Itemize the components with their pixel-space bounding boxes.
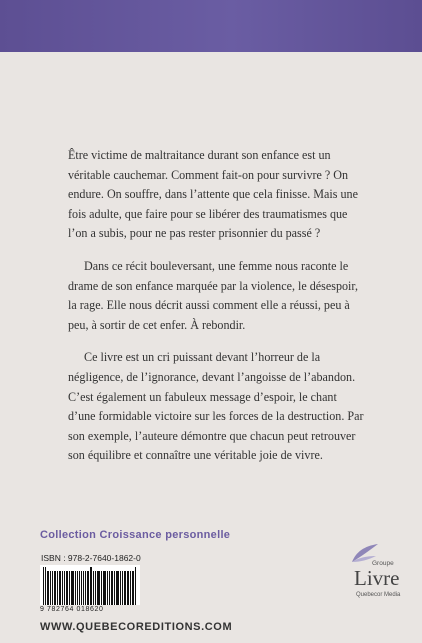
logo-media-text: Quebecor Media	[356, 592, 401, 598]
barcode-bar	[95, 571, 96, 605]
barcode-bar	[130, 571, 131, 605]
barcode-bar	[90, 567, 92, 605]
barcode-bar	[81, 571, 82, 605]
barcode-bar	[57, 571, 58, 605]
barcode-bar	[93, 571, 94, 605]
barcode-bar	[47, 571, 49, 605]
barcode-bar	[66, 571, 68, 605]
barcode-bar	[114, 571, 115, 605]
blurb-paragraph-3: Ce livre est un cri puissant devant l’horreur de la négligence, de l’ignorance, devant l’angoisse de l’abandon. C’est également un fabuleux message d’espoir, le chant d’une formidable victoire sur les forces de la destruction. Par son exemple, l’auteure démontre que chacun peut retrouver son équilibre et connaître une véritable joie de vivre.	[68, 350, 364, 463]
barcode-bar	[83, 571, 84, 605]
barcode-bar	[111, 571, 113, 605]
barcode-bar	[120, 571, 121, 605]
barcode-bar	[79, 571, 81, 605]
barcode-bar	[87, 571, 89, 605]
blurb-paragraph-2: Dans ce récit bouleversant, une femme nous raconte le drame de son enfance marquée par la violence, le désespoir, la rage. Elle nous décrit aussi comment elle a réussi, peu à peu, à sortir de cet enfer. À rebondir.	[68, 258, 358, 332]
barcode-bar	[71, 571, 74, 605]
barcode-digits: 9 782764 018620	[40, 606, 104, 613]
logo-groupe-text: Groupe	[372, 560, 394, 567]
publisher-website: WWW.QUEBECOREDITIONS.COM	[40, 621, 233, 633]
barcode-bar	[127, 571, 128, 605]
isbn-label: ISBN : 978-2-7640-1862-0	[41, 553, 141, 563]
collection-name: Collection Croissance personnelle	[40, 529, 231, 541]
barcode-bar	[85, 571, 86, 605]
barcode-image	[40, 565, 140, 605]
barcode-bar	[116, 571, 119, 605]
barcode-bar	[124, 571, 126, 605]
barcode-bar	[50, 571, 51, 605]
barcode-bar	[107, 571, 108, 605]
barcode-bar	[97, 571, 100, 605]
barcode-bar	[69, 571, 70, 605]
barcode-bar	[103, 571, 104, 605]
barcode-bar	[59, 571, 61, 605]
barcode-bar	[77, 571, 78, 605]
barcode-bar	[54, 571, 57, 605]
barcode-bar	[135, 567, 136, 605]
barcode-bar	[104, 571, 106, 605]
barcode-bar	[75, 571, 76, 605]
barcode-bar	[101, 571, 102, 605]
blurb-paragraph-1: Être victime de maltraitance durant son enfance est un véritable cauchemar. Comment fait-on pour survivre ? On endure. On souffre, dans l’attente que cela finisse. Mais une fois adulte, que faire pour se libérer des traumatismes que l’on a subis, pour ne pas rester prisonnier du passé ?	[68, 148, 358, 241]
barcode-bar	[62, 571, 63, 605]
barcode-bar	[132, 571, 134, 605]
barcode-bar	[109, 571, 110, 605]
barcode-bar	[122, 571, 123, 605]
barcode-bar	[128, 571, 129, 605]
logo-livre-text: Livre	[354, 566, 400, 590]
barcode-bar	[52, 571, 53, 605]
back-cover-blurb	[68, 146, 364, 479]
purple-header-band	[0, 0, 422, 52]
barcode-bar	[43, 567, 44, 605]
publisher-logo	[342, 540, 402, 612]
barcode-bar	[64, 571, 65, 605]
barcode-bar	[45, 567, 46, 605]
